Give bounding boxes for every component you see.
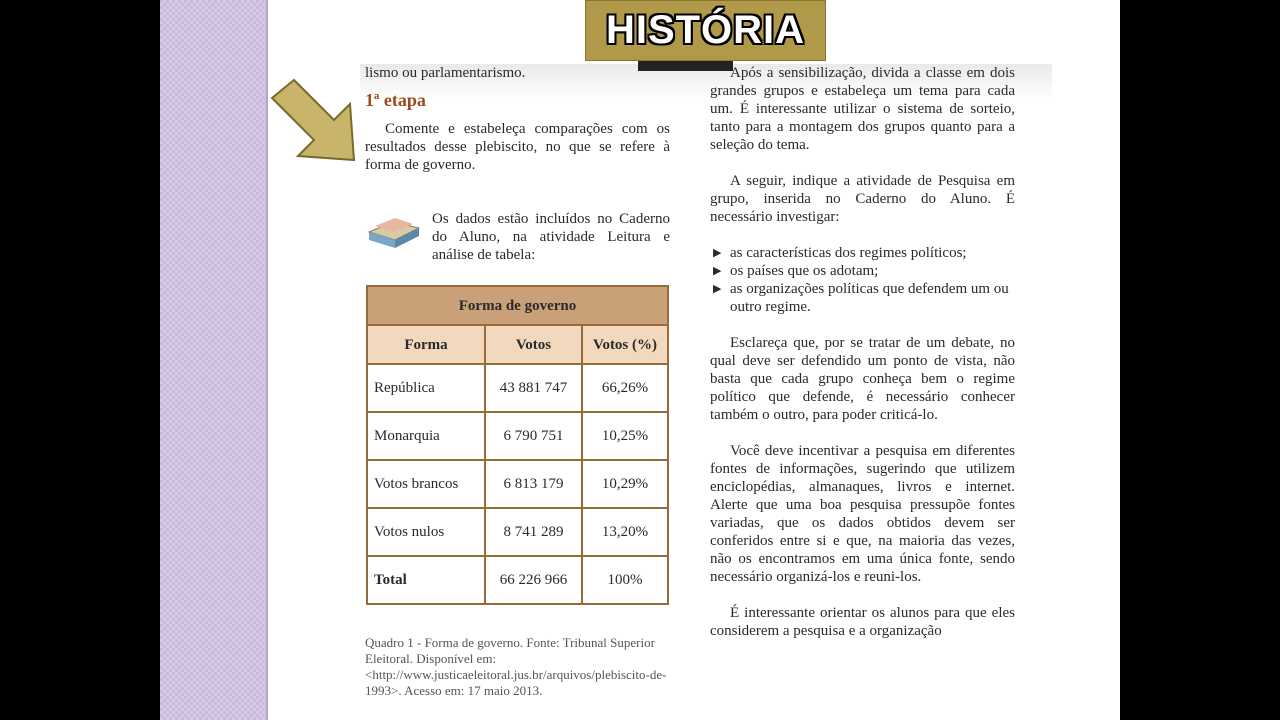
table-caption: Forma de governo: [367, 286, 668, 325]
bullet-icon: ▶: [713, 265, 722, 277]
table-cell: 10,25%: [582, 412, 668, 460]
top-fragment: lismo ou parlamentarismo.: [365, 65, 526, 81]
list-item-text: as características dos regimes políticos;: [730, 245, 967, 261]
data-table: [366, 285, 669, 605]
table-row: [367, 412, 668, 460]
table-cell: 8 741 289: [485, 508, 582, 556]
table-cell: Votos nulos: [367, 508, 485, 556]
table-row: [367, 460, 668, 508]
table-cell: Total: [367, 556, 485, 604]
bullet-icon: ▶: [713, 283, 722, 295]
table-header-votos: Votos: [485, 325, 582, 364]
table-header-percent: Votos (%): [582, 325, 668, 364]
arrow-icon: [268, 78, 364, 164]
bullet-list: [710, 244, 1015, 316]
table-cell: 10,29%: [582, 460, 668, 508]
book-icon: [365, 212, 423, 254]
bullet-icon: ▶: [713, 247, 722, 259]
source-caption: Quadro 1 - Forma de governo. Fonte: Tribunal Superior Eleitoral. Disponível em: <http://www.justicaeleitoral.jus.br/arquivos/plebiscito-de-1993>. Acesso em: 17 maio 2013.: [365, 635, 667, 698]
slide-title: HISTÓRIA: [605, 8, 806, 52]
etapa-heading: 1ª etapa: [365, 90, 426, 110]
table-cell: 43 881 747: [485, 364, 582, 412]
table-cell: República: [367, 364, 485, 412]
table-row: [367, 508, 668, 556]
table-row: [367, 364, 668, 412]
table-cell: Monarquia: [367, 412, 485, 460]
list-item-text: as organizações políticas que defendem um ou outro regime.: [730, 281, 1009, 315]
table-cell: Votos brancos: [367, 460, 485, 508]
side-pattern: [160, 0, 266, 720]
right-column: [710, 62, 1015, 640]
left-column: [365, 62, 670, 698]
paragraph: Após a sensibilização, divida a classe em dois grandes grupos e estabeleça um tema para cada um. É interessante utilizar o sistema de sorteio, tanto para a montagem dos grupos quanto para a seleção do tema.: [710, 65, 1015, 153]
paragraph: É interessante orientar os alunos para que eles considerem a pesquisa e a organização: [710, 605, 1015, 639]
icon-text: Os dados estão incluídos no Caderno do Aluno, na atividade Leitura e análise de tabela:: [432, 211, 670, 263]
title-banner: [585, 0, 826, 61]
slide: [160, 0, 1120, 720]
table-row-total: [367, 556, 668, 604]
table-cell: 100%: [582, 556, 668, 604]
table-cell: 66,26%: [582, 364, 668, 412]
intro-paragraph: Comente e estabeleça comparações com os resultados desse plebiscito, no que se refere à forma de governo.: [365, 121, 670, 173]
table-cell: 6 790 751: [485, 412, 582, 460]
list-item: [710, 280, 1015, 316]
list-item: [710, 262, 1015, 280]
list-item-text: os países que os adotam;: [730, 263, 879, 279]
table-header-forma: Forma: [367, 325, 485, 364]
document-page: [365, 62, 1045, 702]
list-item: [710, 244, 1015, 262]
table-cell: 6 813 179: [485, 460, 582, 508]
paragraph: Você deve incentivar a pesquisa em diferentes fontes de informações, sugerindo que utilizem enciclopédias, almanaques, livros e internet. Alerte que uma boa pesquisa pressupõe fontes variadas, que os dados obtidos devem ser conferidos entre si e que, na maioria das vezes, não os encontramos em uma única fonte, sendo necessário organizá-los e reuni-los.: [710, 443, 1015, 585]
table-cell: 66 226 966: [485, 556, 582, 604]
table-cell: 13,20%: [582, 508, 668, 556]
paragraph: Esclareça que, por se tratar de um debate, no qual deve ser defendido um ponto de vista, não basta que cada grupo conheça bem o regime político que defende, é necessário conhecer também o outro, para poder criticá-lo.: [710, 335, 1015, 423]
paragraph: A seguir, indique a atividade de Pesquisa em grupo, inserida no Caderno do Aluno. É necessário investigar:: [710, 173, 1015, 225]
